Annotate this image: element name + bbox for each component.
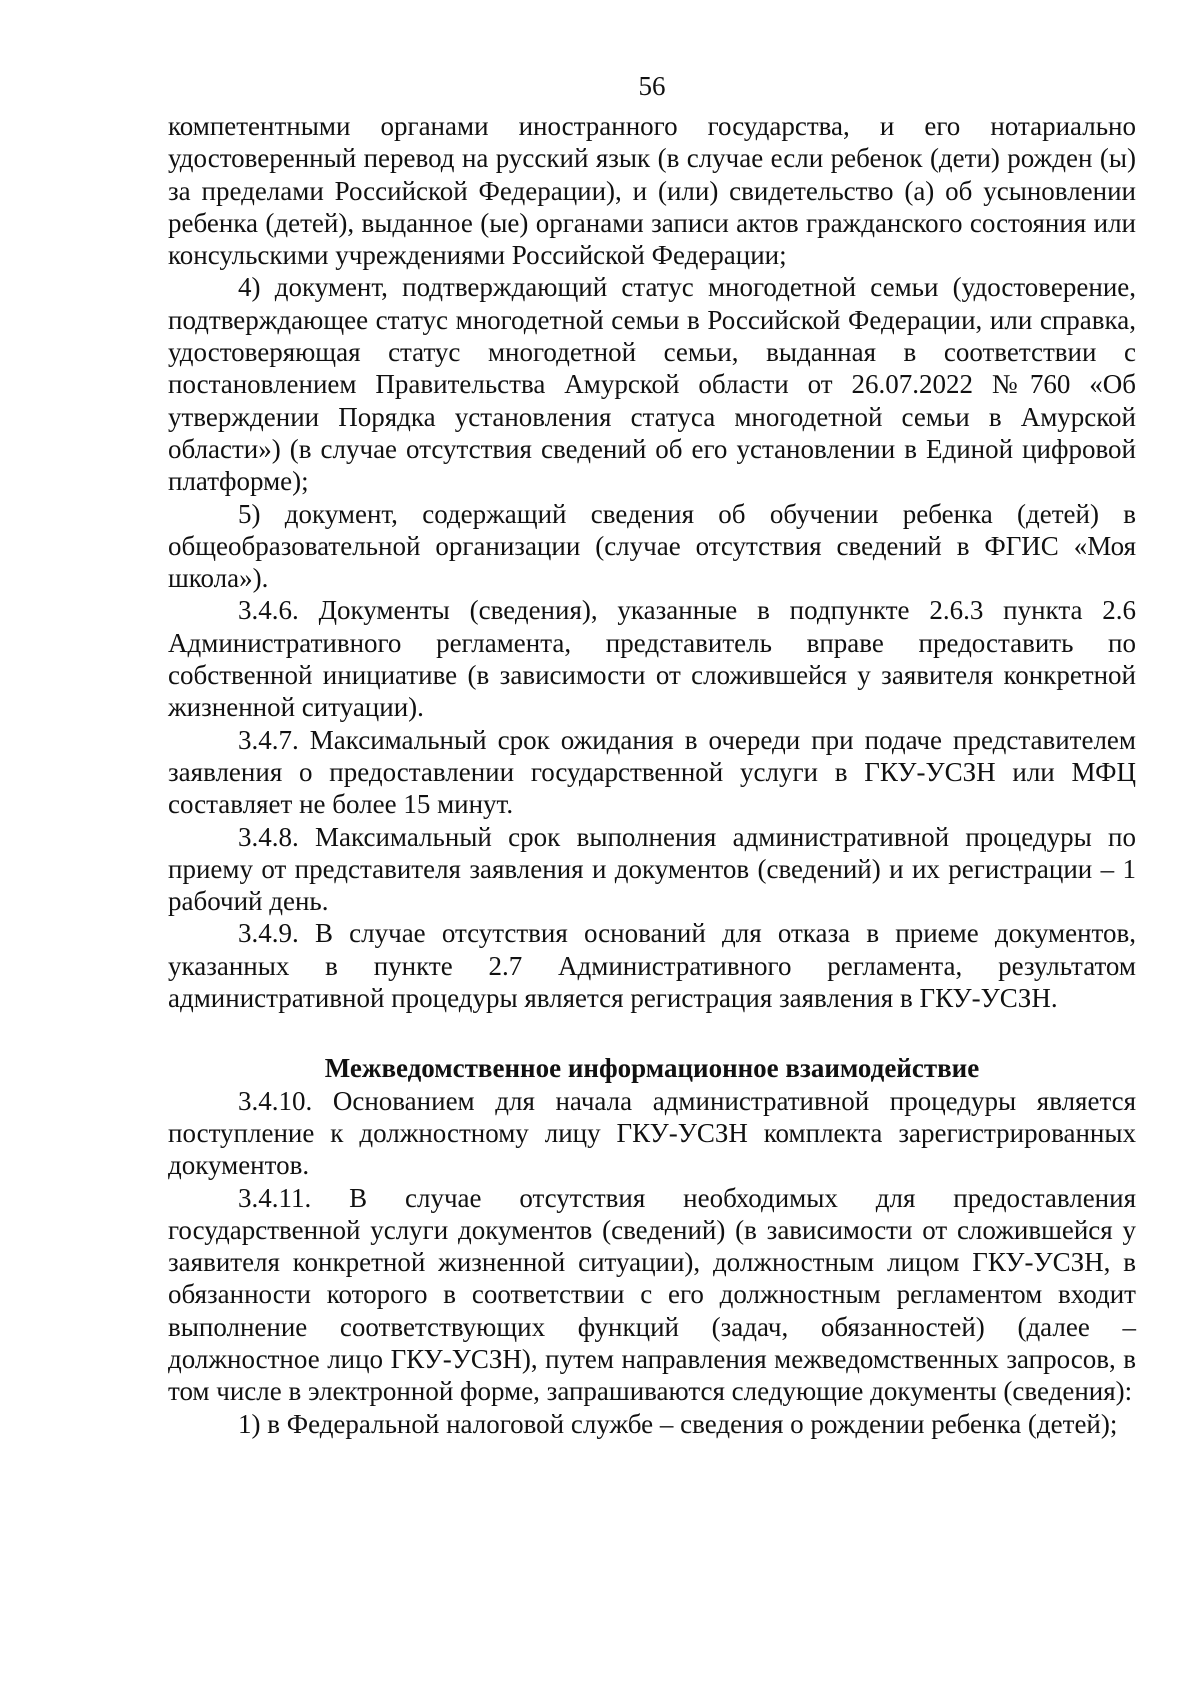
section-spacer — [168, 1014, 1136, 1052]
list-item-4: 4) документ, подтверждающий статус многодетной семьи (удостоверение, подтверждающее статус многодетной семьи в Российской Федерации, или справка, удостоверяющая статус многодетной семьи, выданная в соответствии с постановлением Правительства Амурской области от 26.07.2022 №760 «Об утверждении Порядка установления статуса многодетной семьи в Амурской области») (в случае отсутствия сведений об его установлении в Единой цифровой платформе); — [168, 272, 1136, 497]
clause-3-4-8: 3.4.8. Максимальный срок выполнения административной процедуры по приему от представителя заявления и документов (сведений) и их регистрации – 1 рабочий день. — [168, 821, 1136, 917]
clause-3-4-11: 3.4.11. В случае отсутствия необходимых для предоставления государственной услуги документов (сведений) (в зависимости от сложившейся у заявителя конкретной жизненной ситуации), должностным лицом ГКУ-УСЗН, в обязанности которого в соответствии с его должностным регламентом входит выполнение соответствующих функций (задач, обязанностей) (далее – должностное лицо ГКУ-УСЗН), путем направления межведомственных запросов, в том числе в электронной форме, запрашиваются следующие документы (сведения): — [168, 1182, 1136, 1407]
document-page — [168, 70, 1136, 1440]
section-heading: Межведомственное информационное взаимодействие — [324, 1053, 980, 1084]
list-item-1: 1) в Федеральной налоговой службе – сведения о рождении ребенка (детей); — [238, 1408, 1118, 1439]
clause-3-4-6: 3.4.6. Документы (сведения), указанные в подпункте 2.6.3 пункта 2.6 Административного регламента, представитель вправе предоставить по собственной инициативе (в зависимости от сложившейся у заявителя конкретной жизненной ситуации). — [168, 595, 1136, 723]
page-number: 56 — [638, 71, 666, 101]
list-item-5: 5) документ, содержащий сведения об обучении ребенка (детей) в общеобразовательной организации (случае отсутствия сведений в ФГИС «Моя школа»). — [168, 498, 1136, 594]
clause-3-4-10: 3.4.10. Основанием для начала административной процедуры является поступление к должностному лицу ГКУ-УСЗН комплекта зарегистрированных документов. — [168, 1085, 1136, 1181]
clause-3-4-9: 3.4.9. В случае отсутствия оснований для отказа в приеме документов, указанных в пункте 2.7 Административного регламента, результатом административной процедуры является регистрация заявления в ГКУ-УСЗН. — [168, 918, 1136, 1014]
clause-3-4-7: 3.4.7. Максимальный срок ожидания в очереди при подаче представителем заявления о предоставлении государственной услуги в ГКУ-УСЗН или МФЦ составляет не более 15 минут. — [168, 724, 1136, 820]
paragraph-continuation: компетентными органами иностранного государства, и его нотариально удостоверенный перевод на русский язык (в случае если ребенок (дети) рожден (ы) за пределами Российской Федерации), и (или) свидетельство (а) об усыновлении ребенка (детей), выданное (ые) органами записи актов гражданского состояния или консульскими учреждениями Российской Федерации; — [168, 111, 1136, 271]
